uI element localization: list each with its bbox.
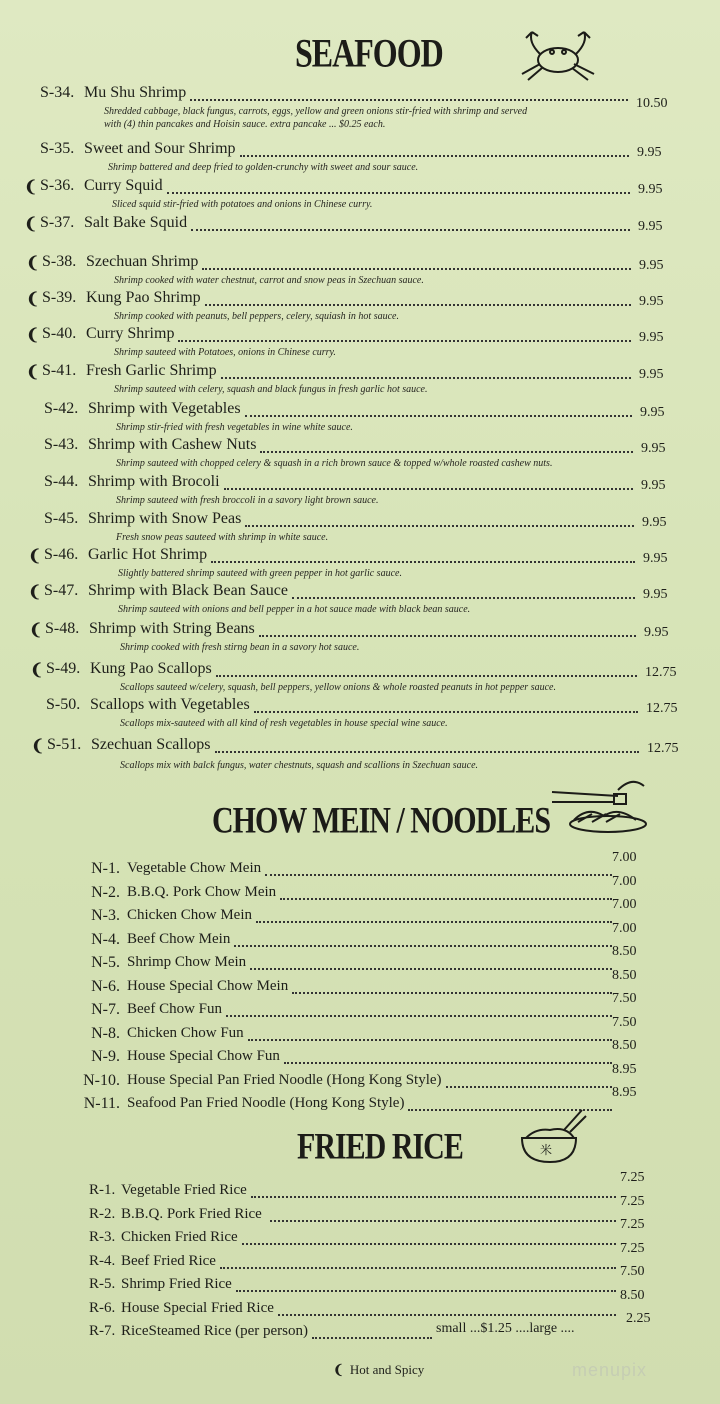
item-code: R-7. <box>89 1323 116 1339</box>
item-price: 8.50 <box>620 1287 645 1303</box>
dot-leader <box>240 155 629 157</box>
item-price: 7.50 <box>612 991 637 1006</box>
item-description: Slightly battered shrimp sauteed with green pepper in hot garlic sauce. <box>118 568 402 579</box>
item-name: Beef Chow Fun <box>127 1001 222 1017</box>
item-code: N-11. <box>83 1095 120 1112</box>
item-name: Shrimp with Snow Peas <box>88 510 242 527</box>
dot-leader <box>178 340 631 342</box>
item-code: R-5. <box>89 1276 116 1292</box>
item-price: 9.95 <box>639 294 664 309</box>
item-price: 9.95 <box>639 367 664 382</box>
hot-spicy-icon: ❨ <box>333 1362 344 1377</box>
item-code: S-51. <box>47 736 82 753</box>
item-code: S-37. <box>40 214 75 231</box>
watermark: menupix <box>572 1360 648 1380</box>
item-price: 7.00 <box>612 920 637 936</box>
dot-leader <box>190 99 628 101</box>
item-code: R-2. <box>89 1205 116 1222</box>
hot-spicy-icon: ❨ <box>26 255 40 272</box>
item-name: B.B.Q. Pork Fried Rice <box>121 1205 262 1222</box>
item-price: 9.95 <box>643 551 668 566</box>
item-code: N-4. <box>91 930 120 948</box>
item-code: S-45. <box>44 510 79 527</box>
seafood-title: SEAFOOD <box>295 30 443 75</box>
dot-leader <box>446 1086 612 1088</box>
item-code: R-6. <box>89 1299 116 1316</box>
item-name: Beef Fried Rice <box>121 1252 216 1269</box>
item-price: 8.50 <box>612 944 637 959</box>
dot-leader <box>215 751 639 753</box>
item-size-note: small ...$1.25 ....large .... <box>436 1321 575 1336</box>
item-name: Beef Chow Mein <box>127 930 231 947</box>
item-name: Vegetable Chow Mein <box>127 860 262 876</box>
item-code: S-41. <box>42 362 77 379</box>
item-name: Szechuan Shrimp <box>86 253 199 270</box>
item-price: 9.95 <box>644 625 669 640</box>
item-price: 7.00 <box>612 897 637 912</box>
item-name: Shrimp with String Beans <box>89 620 255 637</box>
item-code: R-4. <box>89 1252 116 1269</box>
item-name: House Special Chow Mein <box>127 977 289 994</box>
hot-spicy-icon: ❨ <box>28 548 42 565</box>
item-code: S-50. <box>46 696 81 713</box>
item-name: Curry Shrimp <box>86 325 175 342</box>
item-price: 9.95 <box>643 587 668 602</box>
item-name: Garlic Hot Shrimp <box>88 546 208 563</box>
dot-leader <box>251 1196 616 1198</box>
hot-spicy-icon: ❨ <box>24 216 38 233</box>
item-name: Shrimp with Vegetables <box>88 400 241 417</box>
item-name: Seafood Pan Fried Noodle (Hong Kong Style) <box>127 1095 405 1111</box>
dot-leader <box>270 1220 616 1222</box>
item-name: Chicken Chow Mein <box>127 907 252 923</box>
noodles-title: CHOW MEIN / NOODLES <box>212 800 550 842</box>
item-code: N-6. <box>91 977 120 995</box>
item-name: Sweet and Sour Shrimp <box>84 140 236 157</box>
item-price: 8.95 <box>612 1085 637 1100</box>
hot-spicy-icon: ❨ <box>30 662 44 679</box>
dot-leader <box>260 451 633 453</box>
item-price: 7.25 <box>620 1193 645 1209</box>
hot-spicy-icon: ❨ <box>31 738 45 755</box>
rice-bowl-icon <box>518 1108 588 1168</box>
item-price: 9.95 <box>641 478 666 493</box>
item-name: Mu Shu Shrimp <box>84 84 187 101</box>
item-code: S-47. <box>44 582 79 599</box>
item-description: Shrimp cooked with fresh stirng bean in a savory hot sauce. <box>120 642 360 653</box>
item-code: S-43. <box>44 436 79 453</box>
item-name: House Special Fried Rice <box>121 1299 274 1316</box>
item-name: Chicken Chow Fun <box>127 1024 244 1041</box>
item-description: Shrimp sauteed with chopped celery & squash in a rich brown sauce & topped w/whole roasted cashew nuts. <box>116 458 553 469</box>
item-price: 7.25 <box>620 1217 645 1232</box>
item-price: 9.95 <box>639 258 664 273</box>
item-description: Shrimp battered and deep fried to golden-crunchy with sweet and sour sauce. <box>108 162 419 173</box>
hot-spicy-icon: ❨ <box>29 622 43 639</box>
item-price: 9.95 <box>641 441 666 456</box>
item-description: Fresh snow peas sauteed with shrimp in white sauce. <box>116 532 329 543</box>
item-code: S-46. <box>44 546 79 563</box>
dot-leader <box>292 597 635 599</box>
item-price: 8.50 <box>612 1038 637 1053</box>
item-code: N-10. <box>83 1071 120 1089</box>
item-price: 9.95 <box>642 515 667 530</box>
dot-leader <box>191 229 630 231</box>
item-price: 9.95 <box>638 182 663 197</box>
dot-leader <box>245 415 632 417</box>
item-description: Shrimp cooked with water chestnut, carrot and snow peas in Szechuan sauce. <box>114 275 424 286</box>
item-code: S-35. <box>40 140 75 157</box>
item-code: S-39. <box>42 289 77 306</box>
item-description: Shrimp stir-fried with fresh vegetables in wine white sauce. <box>116 422 353 433</box>
hot-legend <box>333 1362 424 1378</box>
item-description: Scallops mix-sauteed with all kind of resh vegetables in house special wine sauce. <box>120 718 448 729</box>
item-price: 10.50 <box>636 96 668 111</box>
item-name: Vegetable Fried Rice <box>121 1182 247 1198</box>
item-price: 7.00 <box>612 873 637 889</box>
item-name: Scallops with Vegetables <box>90 696 250 713</box>
item-code: S-34. <box>40 84 75 101</box>
item-code: S-44. <box>44 473 79 490</box>
item-description: Shrimp sauteed with Potatoes, onions in Chinese curry. <box>114 347 336 358</box>
dot-leader <box>312 1337 432 1339</box>
item-description: Shrimp sauteed with fresh broccoli in a savory light brown sauce. <box>116 495 379 506</box>
item-price: 9.95 <box>640 405 665 420</box>
item-name: Shrimp Fried Rice <box>121 1276 232 1292</box>
item-name: Salt Bake Squid <box>84 214 188 231</box>
item-price: 8.50 <box>612 967 637 983</box>
item-code: S-38. <box>42 253 77 270</box>
dot-leader <box>205 304 631 306</box>
hot-legend-label: Hot and Spicy <box>349 1362 425 1377</box>
item-name: Fresh Garlic Shrimp <box>86 362 217 379</box>
item-code: N-3. <box>91 907 120 924</box>
item-code: N-2. <box>91 883 120 901</box>
item-code: N-1. <box>91 860 120 877</box>
dot-leader <box>250 968 612 970</box>
rice-title: FRIED RICE <box>297 1126 463 1168</box>
svg-text:米: 米 <box>540 1143 553 1157</box>
item-name: Shrimp Chow Mein <box>127 954 247 970</box>
item-name: Chicken Fried Rice <box>121 1229 238 1245</box>
item-price: 7.25 <box>620 1240 645 1256</box>
dot-leader <box>220 1267 616 1269</box>
hot-spicy-icon: ❨ <box>26 364 40 381</box>
dot-leader <box>280 898 612 900</box>
item-description: with (4) thin pancakes and Hoisin sauce. extra pancake ... $0.25 each. <box>104 119 386 130</box>
dot-leader <box>242 1243 616 1245</box>
hot-spicy-icon: ❨ <box>24 179 38 196</box>
item-name: House Special Chow Fun <box>127 1048 280 1064</box>
item-price: 7.50 <box>620 1264 645 1279</box>
item-name: Shrimp with Black Bean Sauce <box>88 582 288 599</box>
item-price: 12.75 <box>646 701 678 716</box>
dot-leader <box>216 675 637 677</box>
hot-spicy-icon: ❨ <box>28 584 42 601</box>
item-name: RiceSteamed Rice (per person) <box>121 1323 309 1339</box>
item-code: R-1. <box>89 1182 116 1198</box>
dot-leader <box>226 1015 612 1017</box>
dot-leader <box>259 635 636 637</box>
dot-leader <box>254 711 638 713</box>
dot-leader <box>278 1314 616 1316</box>
item-description: Shrimp sauteed with celery, squash and black fungus in fresh garlic hot sauce. <box>114 384 428 395</box>
hot-spicy-icon: ❨ <box>26 327 40 344</box>
dot-leader <box>167 192 630 194</box>
item-description: Scallops sauteed w/celery, squash, bell peppers, yellow onions & whole roasted peanuts in hot pepper sauce. <box>120 682 556 693</box>
dot-leader <box>248 1039 612 1041</box>
crab-icon <box>510 28 606 84</box>
hot-spicy-icon: ❨ <box>26 291 40 308</box>
dot-leader <box>202 268 631 270</box>
item-description: Scallops mix with balck fungus, water chestnuts, squash and scallions in Szechuan sauce. <box>120 760 479 771</box>
dot-leader <box>224 488 633 490</box>
dot-leader <box>284 1062 612 1064</box>
item-name: Kung Pao Shrimp <box>86 289 201 306</box>
item-code: N-8. <box>91 1024 120 1042</box>
item-price: 12.75 <box>645 665 677 680</box>
item-code: R-3. <box>89 1229 116 1245</box>
item-name: Kung Pao Scallops <box>90 660 212 677</box>
item-name: Shrimp with Cashew Nuts <box>88 436 257 453</box>
item-code: S-48. <box>45 620 80 637</box>
item-name: Shrimp with Brocoli <box>88 473 220 490</box>
item-code: S-42. <box>44 400 79 417</box>
dot-leader <box>236 1290 616 1292</box>
item-name: House Special Pan Fried Noodle (Hong Kong Style) <box>127 1071 442 1088</box>
item-description: Sliced squid stir-fried with potatoes and onions in Chinese curry. <box>112 199 373 210</box>
dot-leader <box>256 921 612 923</box>
dot-leader <box>211 561 635 563</box>
item-price: 2.25 <box>626 1311 651 1326</box>
dot-leader <box>292 992 612 994</box>
item-price: 8.95 <box>612 1061 637 1077</box>
item-code: N-5. <box>91 954 120 971</box>
dot-leader <box>265 874 612 876</box>
dot-leader <box>234 945 612 947</box>
item-name: Szechuan Scallops <box>91 736 211 753</box>
item-description: Shrimp sauteed with onions and bell pepper in a hot sauce made with black bean sauce. <box>118 604 471 615</box>
item-price: 9.95 <box>639 330 664 345</box>
item-code: S-36. <box>40 177 75 194</box>
item-code: S-49. <box>46 660 81 677</box>
item-price: 7.00 <box>612 850 637 865</box>
item-price: 7.50 <box>612 1014 637 1030</box>
dot-leader <box>245 525 634 527</box>
item-price: 9.95 <box>637 145 662 160</box>
noodle-plate-icon <box>548 776 652 838</box>
item-code: S-40. <box>42 325 77 342</box>
dot-leader <box>221 377 631 379</box>
item-name: B.B.Q. Pork Chow Mein <box>127 883 277 900</box>
item-price: 7.25 <box>620 1170 645 1185</box>
item-name: Curry Squid <box>84 177 163 194</box>
item-code: N-7. <box>91 1001 120 1018</box>
item-price: 9.95 <box>638 219 663 234</box>
item-code: N-9. <box>91 1048 120 1065</box>
item-price: 12.75 <box>647 741 679 756</box>
item-description: Shrimp cooked with peanuts, bell peppers, celery, squiash in hot sauce. <box>114 311 399 322</box>
item-description: Shredded cabbage, black fungus, carrots, eggs, yellow and green onions stir-fried with shrimp and served <box>104 106 528 117</box>
